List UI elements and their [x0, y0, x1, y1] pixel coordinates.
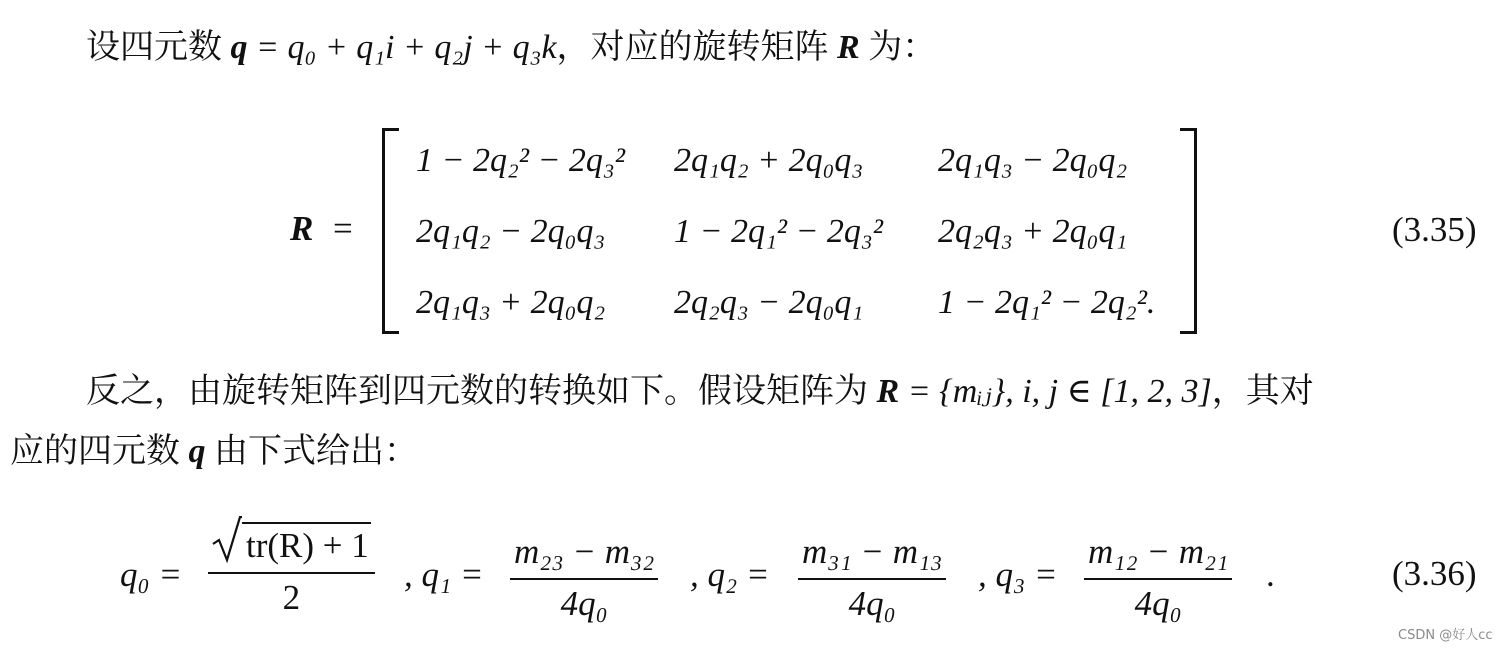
q2-denominator: 4q₀ [848, 584, 896, 623]
formula-matrix-def: = {mᵢⱼ}, i, j ∈ [1, 2, 3] [907, 373, 1212, 410]
paragraph-1 [86, 27, 937, 67]
fraction-bar [208, 572, 375, 574]
matrix-equals: = [333, 209, 353, 248]
text-lead: 应的四元数 [10, 431, 180, 471]
period: . [1266, 555, 1275, 594]
matrix-cell: 2q₁q₃ − 2q₀q₂ [938, 142, 1128, 179]
matrix-cell: 2q₁q₂ + 2q₀q₃ [674, 142, 864, 179]
symbol-R-bold: R [876, 373, 900, 410]
symbol-R-bold: R [837, 29, 860, 66]
sqrt-icon [212, 516, 242, 564]
q1-denominator: 4q₀ [560, 584, 608, 623]
q0-label: q₀ = [120, 555, 183, 594]
text-lead: 反之，由旋转矩阵到四元数的转换如下。假设矩阵为 [86, 371, 868, 411]
q1-label: , q₁ = [404, 555, 484, 594]
matrix-cell: 2q₁q₃ + 2q₀q₂ [416, 284, 606, 321]
symbol-q-bold: q [230, 29, 248, 66]
q0-numerator: tr(R) + 1 [242, 522, 371, 566]
equation-number: (3.35) [1392, 210, 1477, 249]
formula-quaternion: = q₀ + q₁i + q₂j + q₃k [256, 29, 557, 66]
text-end: 为： [868, 27, 937, 67]
symbol-q-bold: q [188, 433, 206, 470]
matrix-cell: 2q₂q₃ + 2q₀q₁ [938, 213, 1128, 250]
text-lead: 设四元数 [86, 27, 222, 67]
text-trail: ，对应的旋转矩阵 [556, 27, 829, 67]
matrix-left-bracket [382, 128, 399, 334]
matrix-lhs-R: R [290, 209, 314, 248]
watermark: CSDN @好人cc [1398, 628, 1493, 643]
q2-numerator: m₃₁ − m₁₃ [802, 532, 943, 571]
sqrt-radical [212, 522, 371, 566]
q1-fraction [510, 532, 658, 624]
q2-fraction [798, 532, 946, 624]
q2-label: , q₂ = [690, 555, 770, 594]
matrix-cell: 2q₁q₂ − 2q₀q₃ [416, 213, 606, 250]
matrix-cell: 1 − 2q₁² − 2q₃² [674, 213, 883, 250]
fraction-bar [510, 578, 658, 580]
q3-denominator: 4q₀ [1134, 584, 1182, 623]
matrix-cell: 2q₂q₃ − 2q₀q₁ [674, 284, 864, 321]
equation-number: (3.36) [1392, 554, 1477, 593]
paragraph-2-line-1 [86, 371, 1314, 411]
matrix-right-bracket [1180, 128, 1197, 334]
paragraph-2-line-2 [10, 431, 418, 471]
matrix-cell: 1 − 2q₂² − 2q₃² [416, 142, 625, 179]
q0-denominator: 2 [282, 578, 301, 617]
q3-numerator: m₁₂ − m₂₁ [1088, 532, 1229, 571]
fraction-bar [1084, 578, 1232, 580]
matrix-cell: 1 − 2q₁² − 2q₂². [938, 284, 1156, 321]
text-trail: ，其对 [1211, 371, 1314, 411]
q3-label: , q₃ = [978, 555, 1058, 594]
q3-fraction [1084, 532, 1232, 624]
text-trail: 由下式给出： [214, 431, 418, 471]
fraction-bar [798, 578, 946, 580]
q0-fraction [208, 522, 375, 618]
q1-numerator: m₂₃ − m₃₂ [514, 532, 655, 571]
